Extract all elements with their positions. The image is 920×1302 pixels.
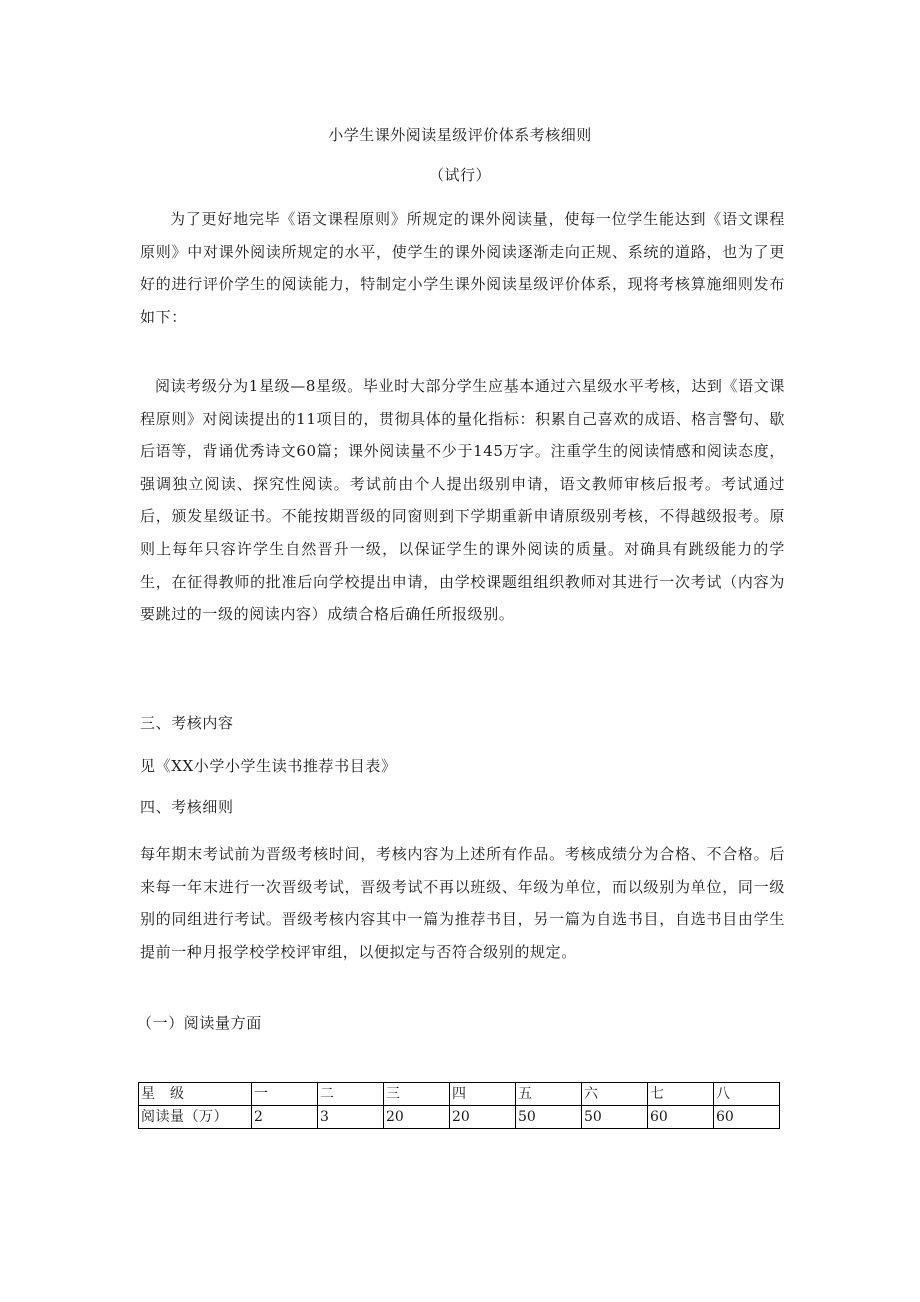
star-level-table bbox=[138, 1082, 780, 1129]
table-cell: 50 bbox=[582, 1106, 648, 1129]
document-subtitle: （试行） bbox=[428, 166, 491, 184]
table-row bbox=[139, 1083, 780, 1106]
table-cell: 50 bbox=[516, 1106, 582, 1129]
table-cell: 六 bbox=[582, 1083, 648, 1106]
section3-heading: 三、考核内容 bbox=[140, 714, 234, 732]
table-cell: 三 bbox=[384, 1083, 450, 1106]
table-cell: 60 bbox=[714, 1106, 780, 1129]
section4-heading: 四、考核细则 bbox=[140, 798, 234, 816]
table-row bbox=[139, 1106, 780, 1129]
table-cell: 四 bbox=[450, 1083, 516, 1106]
table-cell: 七 bbox=[648, 1083, 714, 1106]
table-cell: 20 bbox=[384, 1106, 450, 1129]
section3-text: 见《XX小学小学生读书推荐书目表》 bbox=[140, 757, 397, 775]
table-cell: 二 bbox=[318, 1083, 384, 1106]
section4-paragraph: 每年期末考试前为晋级考核时间，考核内容为上述所有作品。考核成绩分为合格、不合格。后来每一年末进行一次晋级考试，晋级考试不再以班级、年级为单位，而以级别为单位，同一级别的同组进行考试。晋级考核内容其中一篇为推荐书目，另一篇为自选书目，自选书目由学生提前一种月报学校学校评审组，以便拟定与否符合级别的规定。 bbox=[140, 845, 785, 961]
table-cell: 60 bbox=[648, 1106, 714, 1129]
levels-paragraph: 阅读考级分为1星级—8星级。毕业时大部分学生应基本通过六星级水平考核，达到《语文课程原则》对阅读提出的11项目的，贯彻具体的量化指标：积累自己喜欢的成语、格言警句、歇后语等，背诵优秀诗文60篇；课外阅读量不少于145万字。注重学生的阅读情感和阅读态度，强调独立阅读、探究性阅读。考试前由个人提出级别申请，语文教师审核后报考。考试通过后，颁发星级证书。不能按期晋级的同窗则到下学期重新申请原级别考核，不得越级报考。原则上每年只容许学生自然晋升一级，以保证学生的课外阅读的质量。对确具有跳级能力的学生，在征得教师的批准后向学校提出申请，由学校课题组组织教师对其进行一次考试（内容为要跳过的一级的阅读内容）成绩合格后确任所报级别。 bbox=[140, 377, 785, 624]
table-header-cell: 星 级 bbox=[139, 1083, 252, 1106]
intro-paragraph: 为了更好地完毕《语文课程原则》所规定的课外阅读量，使每一位学生能达到《语文课程原则》中对课外阅读所规定的水平，使学生的课外阅读逐渐走向正规、系统的道路，也为了更好的进行评价学生的阅读能力，特制定小学生课外阅读星级评价体系，现将考核算施细则发布如下： bbox=[140, 210, 785, 326]
table-cell: 五 bbox=[516, 1083, 582, 1106]
table-cell: 八 bbox=[714, 1083, 780, 1106]
table-cell: 20 bbox=[450, 1106, 516, 1129]
table-header-cell: 阅读量（万） bbox=[139, 1106, 252, 1129]
table-cell: 3 bbox=[318, 1106, 384, 1129]
document-title: 小学生课外阅读星级评价体系考核细则 bbox=[328, 126, 592, 144]
table-cell: 一 bbox=[252, 1083, 318, 1106]
reading-volume-heading: （一）阅读量方面 bbox=[137, 1014, 262, 1032]
table-cell: 2 bbox=[252, 1106, 318, 1129]
